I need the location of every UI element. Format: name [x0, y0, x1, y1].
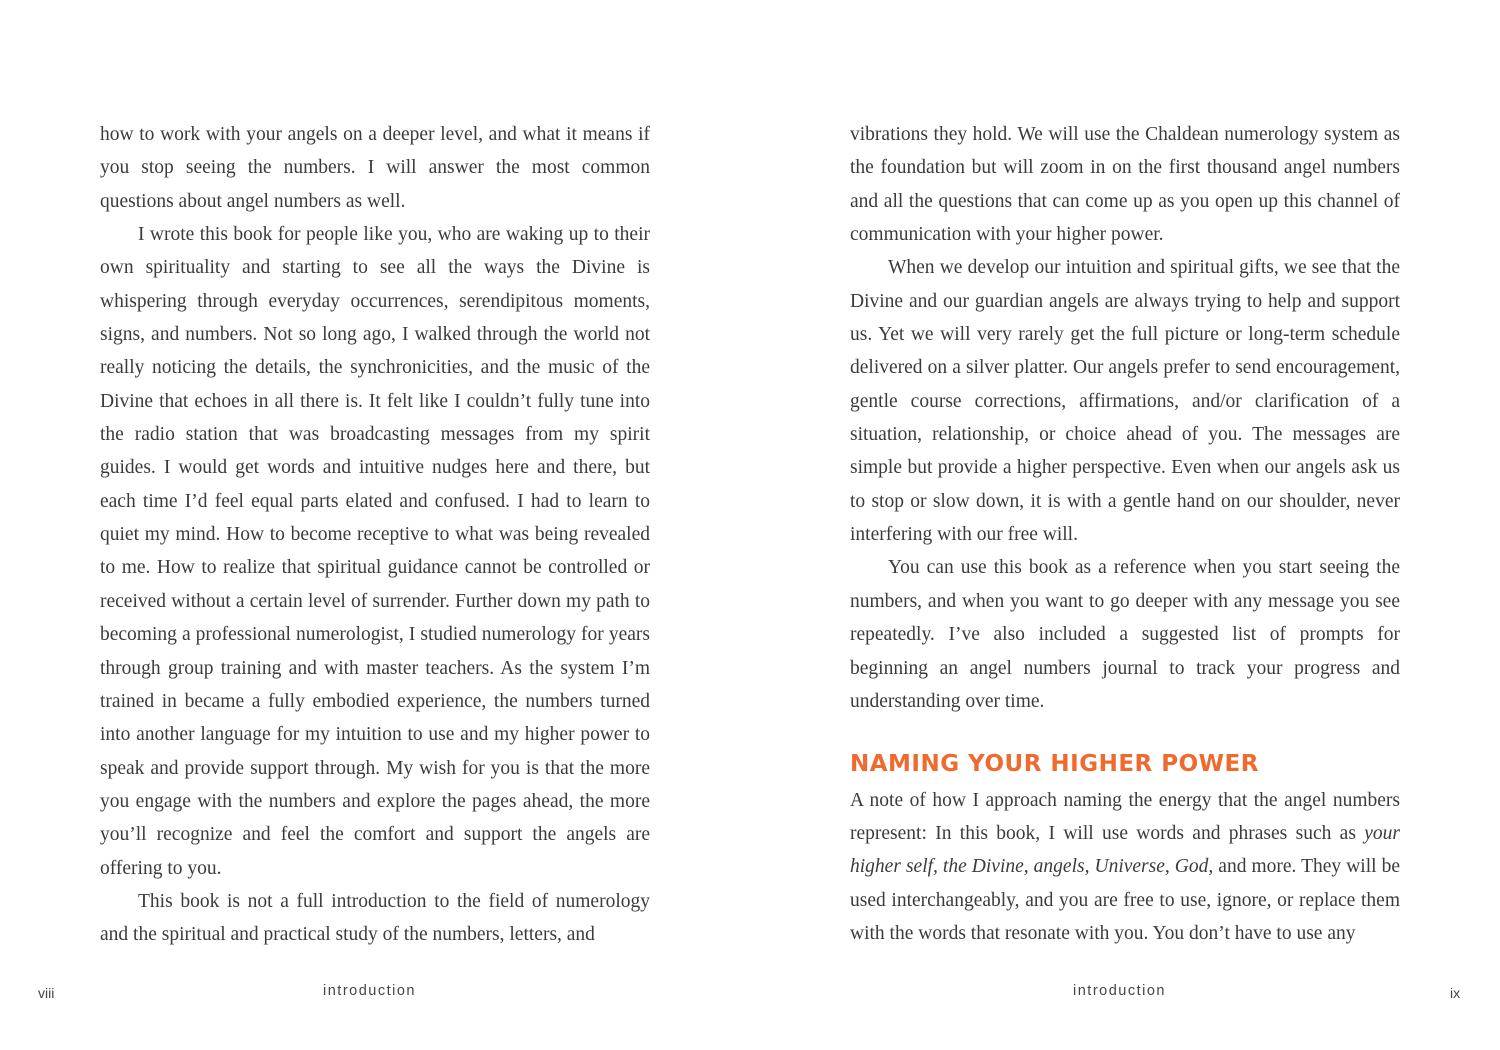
- section-paragraph-text-before: A note of how I approach naming the energy that the angel numbers represent: In this book, I will use words and phrases such as: [850, 789, 1400, 844]
- page-number: ix: [1450, 985, 1461, 1001]
- italic-terms: your higher self, the Divine, angels, Universe, God,: [850, 822, 1400, 878]
- right-page-body: [850, 118, 1400, 950]
- paragraph: You can use this book as a reference when you start seeing the numbers, and when you want to go deeper with any message you see repeatedly. I’ve also included a suggested list of prompts for beginning an angel numbers journal to track your progress and understanding over time.: [850, 557, 1400, 712]
- paragraph: how to work with your angels on a deeper level, and what it means if you stop seeing the numbers. I will answer the most common questions about angel numbers as well.: [100, 124, 650, 212]
- section-heading: NAMING YOUR HIGHER POWER: [850, 751, 1259, 778]
- page-number: viii: [38, 985, 55, 1001]
- left-page-body: [100, 118, 650, 952]
- paragraph: When we develop our intuition and spiritual gifts, we see that the Divine and our guardian angels are always trying to help and support us. Yet we will very rarely get the full picture or long-term schedule delivered on a silver platter. Our angels prefer to send encouragement, gentle course corrections, affirmations, and/or clarification of a situation, relationship, or choice ahead of you. The messages are simple but provide a higher perspective. Even when our angels ask us to stop or slow down, it is with a gentle hand on our shoulder, never interfering with our free will.: [850, 257, 1400, 546]
- section-paragraph-text-after: and more. They will be used interchangeably, and you are free to use, ignore, or replace them with the words that resonate with you. You don’t have to use any: [850, 856, 1400, 944]
- right-page: [750, 0, 1500, 1050]
- running-head: introduction: [323, 983, 416, 999]
- running-head: introduction: [1073, 983, 1166, 999]
- paragraph: vibrations they hold. We will use the Chaldean numerology system as the foundation but will zoom in on the first thousand angel numbers and all the questions that can come up as you open up this channel of communication with your higher power.: [850, 124, 1400, 246]
- paragraph: I wrote this book for people like you, who are waking up to their own spirituality and starting to see all the ways the Divine is whispering through everyday occurrences, serendipitous moments, signs, and numbers. Not so long ago, I walked through the world not really noticing the details, the synchronicities, and the music of the Divine that echoes in all there is. It felt like I couldn’t fully tune into the radio station that was broadcasting messages from my spirit guides. I would get words and intuitive nudges here and there, but each time I’d feel equal parts elated and confused. I had to learn to quiet my mind. How to become receptive to what was being revealed to me. How to realize that spiritual guidance cannot be controlled or received without a certain level of surrender. Further down my path to becoming a professional numerologist, I studied numerology for years through group training and with master teachers. As the system I’m trained in became a fully embodied experience, the numbers turned into another language for my intuition to use and my higher power to speak and provide support through. My wish for you is that the more you engage with the numbers and explore the pages ahead, the more you’ll recognize and feel the comfort and support the angels are offering to you.: [100, 224, 650, 879]
- section-paragraph: [850, 784, 1400, 951]
- paragraph: This book is not a full introduction to the field of numerology and the spiritual and practical study of the numbers, letters, and: [100, 890, 650, 946]
